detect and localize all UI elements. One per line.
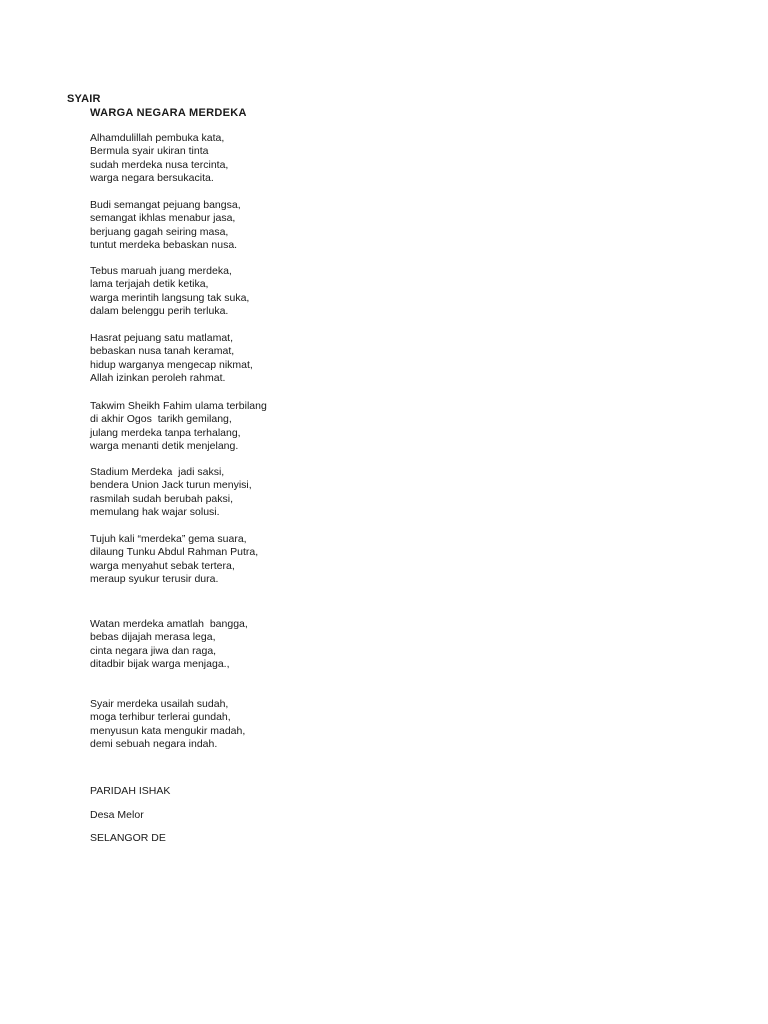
- stanza-line: warga negara bersukacita.: [90, 172, 214, 185]
- poem-title-line1: SYAIR: [67, 93, 101, 105]
- stanza-line: Takwim Sheikh Fahim ulama terbilang: [90, 400, 267, 412]
- stanza-line: Hasrat pejuang satu matlamat,: [90, 332, 233, 344]
- stanza-line: tuntut merdeka bebaskan nusa.: [90, 239, 238, 252]
- stanza-line: Syair merdeka usailah sudah,: [90, 698, 229, 710]
- stanza-line: menyusun kata mengukir madah,: [90, 724, 246, 737]
- stanza-line: Alhamdulillah pembuka kata,: [90, 132, 225, 144]
- stanza-line: bebaskan nusa tanah keramat,: [90, 345, 235, 358]
- stanza-line: demi sebuah negara indah.: [90, 738, 218, 751]
- stanza-line: rasmilah sudah berubah paksi,: [90, 492, 234, 505]
- poem-title-line2: WARGA NEGARA MERDEKA: [90, 107, 247, 119]
- stanza-line: warga merintih langsung tak suka,: [90, 291, 250, 304]
- author-state: SELANGOR DE: [90, 832, 166, 844]
- stanza-line: Budi semangat pejuang bangsa,: [90, 199, 241, 211]
- stanza-line: di akhir Ogos tarikh gemilang,: [90, 413, 232, 426]
- stanza-line: Tujuh kali “merdeka” gema suara,: [90, 533, 247, 545]
- stanza-line: moga terhibur terlerai gundah,: [90, 711, 231, 724]
- stanza-4: [90, 332, 253, 386]
- stanza-line: cinta negara jiwa dan raga,: [90, 644, 217, 657]
- author-name: PARIDAH ISHAK: [90, 785, 171, 797]
- stanza-line: bebas dijajah merasa lega,: [90, 631, 216, 644]
- stanza-2: [90, 199, 241, 253]
- stanza-line: dalam belenggu perih terluka.: [90, 305, 229, 318]
- stanza-1: [90, 132, 228, 186]
- stanza-line: ditadbir bijak warga menjaga.,: [90, 658, 230, 671]
- stanza-line: Stadium Merdeka jadi saksi,: [90, 466, 225, 478]
- stanza-3: [90, 265, 249, 319]
- stanza-line: semangat ikhlas menabur jasa,: [90, 212, 236, 225]
- stanza-line: warga menyahut sebak tertera,: [90, 559, 235, 572]
- stanza-7: [90, 533, 258, 587]
- stanza-line: Bermula syair ukiran tinta: [90, 145, 209, 158]
- author-place: Desa Melor: [90, 809, 144, 821]
- stanza-line: meraup syukur terusir dura.: [90, 573, 219, 586]
- stanza-line: memulang hak wajar solusi.: [90, 506, 220, 519]
- stanza-line: warga menanti detik menjelang.: [90, 440, 239, 453]
- stanza-line: sudah merdeka nusa tercinta,: [90, 158, 229, 171]
- stanza-line: lama terjajah detik ketika,: [90, 278, 209, 291]
- stanza-line: berjuang gagah seiring masa,: [90, 225, 229, 238]
- stanza-5: [90, 400, 267, 454]
- stanza-line: dilaung Tunku Abdul Rahman Putra,: [90, 546, 259, 559]
- stanza-line: Watan merdeka amatlah bangga,: [90, 618, 248, 630]
- stanza-8: [90, 618, 248, 672]
- stanza-9: [90, 698, 245, 752]
- stanza-line: Allah izinkan peroleh rahmat.: [90, 372, 226, 385]
- stanza-line: julang merdeka tanpa terhalang,: [90, 426, 241, 439]
- stanza-6: [90, 466, 252, 520]
- stanza-line: Tebus maruah juang merdeka,: [90, 265, 232, 277]
- stanza-line: bendera Union Jack turun menyisi,: [90, 479, 252, 492]
- stanza-line: hidup warganya mengecap nikmat,: [90, 358, 253, 371]
